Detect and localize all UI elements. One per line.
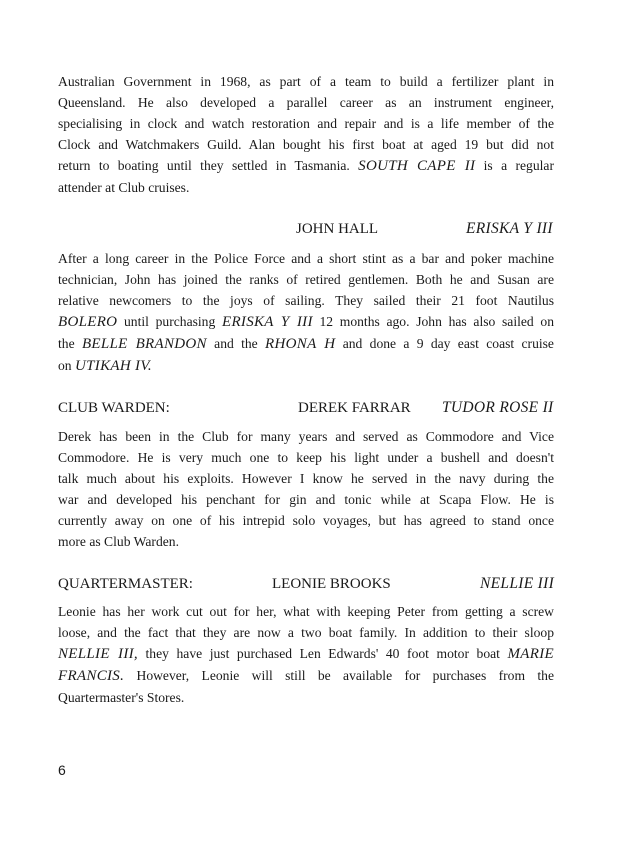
intro-paragraph xyxy=(58,71,554,198)
text-line xyxy=(58,468,554,489)
text-run: Clock and Watchmakers Guild. Alan bought his first boat at aged 19 but did not xyxy=(58,137,554,152)
text-run: more as Club Warden. xyxy=(58,534,179,549)
john-hall-paragraph xyxy=(58,248,554,377)
text-line xyxy=(58,269,554,290)
text-line xyxy=(58,333,554,355)
club-warden-name: DEREK FARRAR xyxy=(298,400,411,416)
text-line xyxy=(58,92,554,113)
text-run: they have just purchased Len Edwards' 40 foot motor boat xyxy=(137,646,508,661)
text-line xyxy=(58,355,554,377)
text-line xyxy=(58,177,554,198)
boat-name: UTIKAH IV. xyxy=(75,358,152,374)
text-run: 12 months ago. John has also sailed on xyxy=(312,314,555,329)
text-run: and the xyxy=(206,336,266,351)
page-number: 6 xyxy=(58,762,66,778)
boat-name: FRANCIS. xyxy=(58,668,125,684)
boat-name: RHONA H xyxy=(265,336,336,352)
text-line xyxy=(58,643,554,665)
text-run: Queensland. He also developed a parallel career as an instrument engineer, xyxy=(58,95,554,110)
boat-name: BOLERO xyxy=(58,314,118,330)
text-line xyxy=(58,510,554,531)
text-run: is a regular xyxy=(475,158,554,173)
boat-name: NELLIE III xyxy=(480,575,555,592)
boat-name: SOUTH CAPE II xyxy=(358,158,476,174)
text-run: until purchasing xyxy=(117,314,222,329)
club-warden-role: CLUB WARDEN: xyxy=(58,400,170,416)
boat-name: BELLE BRANDON xyxy=(81,336,207,352)
text-run: attender at Club cruises. xyxy=(58,180,190,195)
text-run: and done a 9 day east coast cruise xyxy=(335,336,554,351)
quartermaster-role: QUARTERMASTER: xyxy=(58,576,193,592)
text-run: Australian Government in 1968, as part of a team to build a fertilizer plant in xyxy=(58,74,554,89)
text-line xyxy=(58,601,554,622)
text-line xyxy=(58,71,554,92)
boat-name: TUDOR ROSE II xyxy=(442,399,554,416)
text-line xyxy=(58,489,554,510)
text-run: relative newcomers to the joys of sailing. They sailed their 21 foot Nautilus xyxy=(58,293,554,308)
text-line xyxy=(58,311,554,333)
quartermaster-paragraph xyxy=(58,601,554,708)
text-run: talk much about his exploits. However I know he served in the navy during the xyxy=(58,471,554,486)
boat-name: ERISKA Y III xyxy=(221,314,313,330)
boat-name: MARIE xyxy=(507,646,554,662)
john-hall-heading-name: JOHN HALL xyxy=(296,221,379,237)
john-hall-heading-boat xyxy=(466,220,553,238)
boat-name: NELLIE III, xyxy=(58,646,138,662)
text-line xyxy=(58,290,554,311)
text-run: return to boating until they settled in Tasmania. xyxy=(58,158,359,173)
club-warden-boat xyxy=(442,399,554,417)
text-run: on xyxy=(58,358,75,373)
text-line xyxy=(58,687,554,708)
quartermaster-boat xyxy=(480,575,554,593)
text-run: war and developed his penchant for gin and tonic while at Scapa Flow. He is xyxy=(58,492,554,507)
text-run: the xyxy=(58,336,82,351)
text-run: Commodore. He is very much one to keep his light under a bushell and doesn't xyxy=(58,450,554,465)
boat-name: ERISKA Y III xyxy=(466,220,553,237)
text-run: Quartermaster's Stores. xyxy=(58,690,185,705)
text-line xyxy=(58,134,554,155)
text-run: technician, John has joined the ranks of retired gentlemen. Both he and Susan are xyxy=(58,272,554,287)
text-run: specialising in clock and watch restoration and repair and is a life member of the xyxy=(58,116,554,131)
text-line xyxy=(58,665,554,687)
text-line xyxy=(58,447,554,468)
text-run: Derek has been in the Club for many years and served as Commodore and Vice xyxy=(58,429,554,444)
text-line xyxy=(58,155,554,177)
quartermaster-name: LEONIE BROOKS xyxy=(272,576,391,592)
text-run: However, Leonie will still be available for purchases from the xyxy=(124,668,554,683)
text-line xyxy=(58,113,554,134)
text-line xyxy=(58,248,554,269)
text-run: loose, and the fact that they are now a two boat family. In addition to their sloop xyxy=(58,625,554,640)
text-line xyxy=(58,622,554,643)
text-run: currently away on one of his intrepid solo voyages, but has agreed to stand once xyxy=(58,513,554,528)
text-run: After a long career in the Police Force and a short stint as a bar and poker machine xyxy=(58,251,554,266)
text-run: Leonie has her work cut out for her, what with keeping Peter from getting a screw xyxy=(58,604,554,619)
text-line xyxy=(58,426,554,447)
text-line xyxy=(58,531,554,552)
club-warden-paragraph xyxy=(58,426,554,552)
